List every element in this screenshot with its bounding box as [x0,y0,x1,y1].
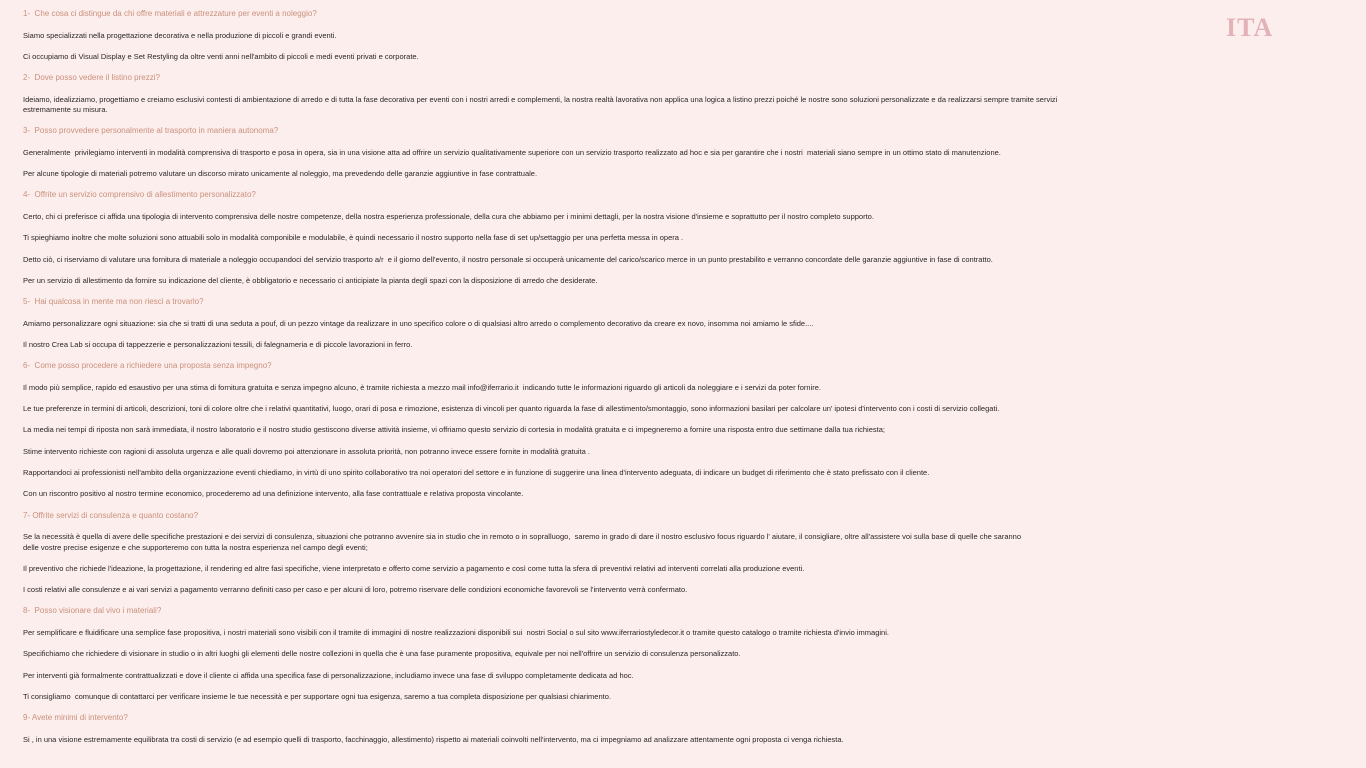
faq-list [23,9,1293,756]
faq-item [23,9,1293,62]
faq-question: 9- Avete minimi di intervento? [23,713,128,723]
faq-answer-paragraph: Siamo specializzati nella progettazione decorativa e nella produzione di piccoli e grandi eventi. [23,30,337,40]
faq-answer-paragraph: Il modo più semplice, rapido ed esaustivo per una stima di fornitura gratuita e senza impegno alcuno, è tramite richiesta a mezzo mail info@iferrario.it indicando tutte le informazioni riguardo gli articoli da noleggiare e i servizi da poter fornire. [23,382,822,392]
faq-answer-paragraph: Le tue preferenze in termini di articoli, descrizioni, toni di colore oltre che i relativi quantitativi, luogo, orari di posa e rimozione, esistenza di vincoli per quanto riguarda la fase di allestimento/smontaggio, sono informazioni basilari per calcolare un' ipotesi d'intervento con i costi di servizio collegati. [23,404,1000,414]
faq-question: 1- Che cosa ci distingue da chi offre materiali e attrezzature per eventi a noleggio? [23,9,317,18]
faq-answer-paragraph: Ci occupiamo di Visual Display e Set Restyling da oltre venti anni nell'ambito di piccoli e medi eventi privati e corporate. [23,51,419,61]
faq-item [23,297,1293,350]
faq-item [23,126,1293,179]
faq-item [23,511,1293,596]
faq-answer-paragraph: Ti consigliamo comunque di contattarci per verificare insieme le tue necessità e per supportare ogni tua esigenza, saremo a tua completa disposizione per qualsiasi chiarimento. [23,691,611,701]
faq-item [23,606,1293,702]
faq-question: 5- Hai qualcosa in mente ma non riesci a trovarlo? [23,297,204,307]
faq-answer-paragraph: Per alcune tipologie di materiali potremo valutare un discorso mirato unicamente al noleggio, ma prevedendo delle garanzie aggiuntive in fase contrattuale. [23,169,538,179]
faq-question: 8- Posso visionare dal vivo i materiali? [23,606,162,616]
faq-question: 3- Posso provvedere personalmente al trasporto in maniera autonoma? [23,126,279,136]
faq-answer-paragraph: La media nei tempi di riposta non sarà immediata, il nostro laboratorio e il nostro studio gestiscono diverse attività insieme, vi offriamo questo servizio di cortesia in modalità gratuita e ci impegneremo a fornire una risposta entro due settimane dalla tua richiesta; [23,425,885,435]
faq-question: 6- Come posso procedere a richiedere una proposta senza impegno? [23,361,272,371]
faq-question: 4- Offrite un servizio comprensivo di allestimento personalizzato? [23,190,256,200]
faq-answer-paragraph: Rapportandoci ai professionisti nell'ambito della organizzazione eventi chiediamo, in virtù di uno spirito collaborativo tra noi operatori del settore e in funzione di suggerire una linea d'intervento adeguata, di indicare un budget di riferimento che è stato prefissato con il cliente. [23,467,930,477]
language-badge: ITA [1226,13,1274,42]
faq-answer-paragraph: Per interventi già formalmente contrattualizzati e dove il cliente ci affida una specifica fase di personalizzazione, includiamo invece una fase di sviluppo completamente dedicata ad hoc. [23,670,634,680]
faq-question: 7- Offrite servizi di consulenza e quanto costano? [23,510,199,520]
faq-answer-paragraph: Ti spieghiamo inoltre che molte soluzioni sono attuabili solo in modalità componibile e modulabile, è quindi necessario il nostro supporto nella fase di set up/settaggio per una perfetta messa in opera . [23,233,684,243]
faq-answer-paragraph: Con un riscontro positivo al nostro termine economico, procederemo ad una definizione intervento, alla fase contrattuale e relativa proposta vincolante. [23,489,524,499]
faq-answer-paragraph: Amiamo personalizzare ogni situazione: sia che si tratti di una seduta a pouf, di un pezzo vintage da realizzare in uno specifico colore o di qualsiasi altro arredo o complemento decorativo da creare ex novo, insomma noi amiamo le sfide.... [23,318,814,328]
faq-answer-paragraph: Se la necessità è quella di avere delle specifiche prestazioni e dei servizi di consulenza, situazioni che potranno avvenire sia in studio che in remoto o in sopralluogo, saremo in grado di dare il nostro esclusivo focus riguardo l' aiutare, il consigliare, oltre all'assistere voi sulla base di quelle che saranno delle vostre precise esigenze e che supporteremo con tutta la nostra esperienza nel campo degli eventi; [23,532,1021,552]
faq-answer-paragraph: Il nostro Crea Lab si occupa di tappezzerie e personalizzazioni tessili, di falegnameria e di piccole lavorazioni in ferro. [23,339,413,349]
faq-answer-paragraph: Il preventivo che richiede l'ideazione, la progettazione, il rendering ed altre fasi specifiche, viene interpretato e offerto come servizio a pagamento e così come tutta la sfera di preventivi relativi ad interventi correlati alla produzione eventi. [23,563,805,573]
faq-item [23,361,1293,499]
faq-item [23,713,1293,745]
faq-answer-paragraph: Per semplificare e fluidificare una semplice fase propositiva, i nostri materiali sono visibili con il tramite di immagini di nostre realizzazioni disponibili sui nostri Social o sul sito www.iferrariostyledecor.it o tramite questo catalogo o tramite richiesta d'invio immagini. [23,627,889,637]
faq-question: 2- Dove posso vedere il listino prezzi? [23,73,160,83]
faq-answer-paragraph: Si , in una visione estremamente equilibrata tra costi di servizio (e ad esempio quelli di trasporto, facchinaggio, allestimento) rispetto ai materiali coinvolti nell'intervento, ma ci impegniamo ad analizzare attentamente ogni proposta ci venga richiesta. [23,734,844,744]
faq-item [23,190,1293,286]
faq-answer-paragraph: Detto ciò, ci riserviamo di valutare una fornitura di materiale a noleggio occupandoci del servizio trasporto a/r e il giorno dell'evento, il nostro personale si occuperà unicamente del carico/scarico merce in un punto prestabilito e verranno concordate delle garanzie aggiuntive in fase di contratto. [23,254,993,264]
faq-answer-paragraph: I costi relativi alle consulenze e ai vari servizi a pagamento verranno definiti caso per caso e per alcuni di loro, potremo riservare delle condizioni economiche favorevoli se l'intervento verrà confermato. [23,585,688,595]
faq-answer-paragraph: Stime intervento richieste con ragioni di assoluta urgenza e alle quali dovremo poi attenzionare in assoluta priorità, non potranno invece essere fornite in modalità gratuita . [23,446,590,456]
faq-answer-paragraph: Generalmente privilegiamo interventi in modalità comprensiva di trasporto e posa in opera, sia in una visione atta ad offrire un servizio qualitativamente superiore con un servizio trasporto realizzato ad hoc e sia per garantire che i nostri materiali siano sempre in un ottimo stato di manutenzione. [23,147,1001,157]
faq-answer-paragraph: Ideiamo, idealizziamo, progettiamo e creiamo esclusivi contesti di ambientazione di arredo e di tutta la fase decorativa per eventi con i nostri arredi e complementi, la nostra realtà lavorativa non applica una logica a listino prezzi poiché le nostre sono soluzioni personalizzate e da realizzarsi sempre tramite servizi estremamente su misura. [23,94,1058,115]
faq-answer-paragraph: Certo, chi ci preferisce ci affida una tipologia di intervento comprensiva delle nostre competenze, della nostra esperienza professionale, della cura che abbiamo per i minimi dettagli, per la nostra visione d'insieme e soprattutto per il nostro completo supporto. [23,211,874,221]
faq-item [23,73,1293,116]
faq-answer-paragraph: Specifichiamo che richiedere di visionare in studio o in altri luoghi gli elementi delle nostre collezioni in quella che è una fase puramente propositiva, equivale per noi nell'offrire un servizio di consulenza personalizzato. [23,649,741,659]
faq-answer-paragraph: Per un servizio di allestimento da fornire su indicazione del cliente, è obbligatorio e necessario ci anticipiate la pianta degli spazi con la disposizione di arredo che desiderate. [23,275,598,285]
